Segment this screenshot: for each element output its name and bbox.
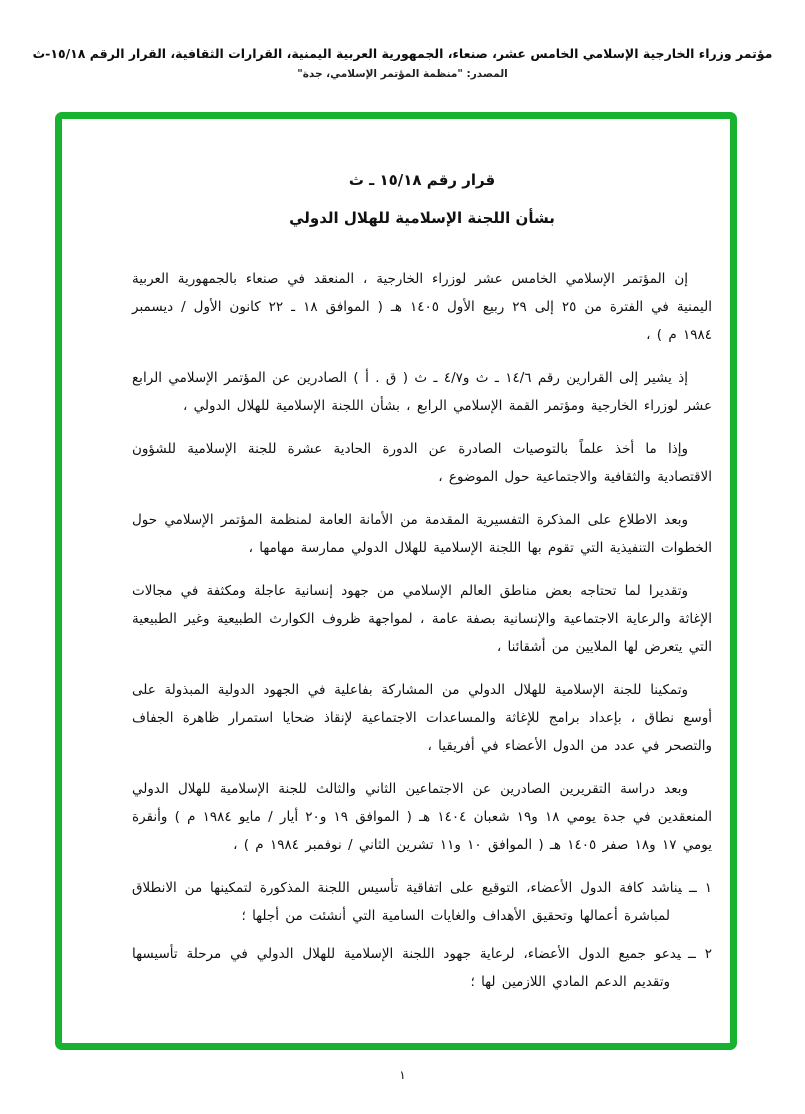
resolution-number-title: قرار رقم ١٥/١٨ ـ ث [348, 171, 496, 189]
item-1-marker: ١ ــ [688, 880, 713, 896]
operative-item-1 [132, 874, 712, 930]
preamble-paragraph-recalling: إذ يشير إلى القرارين رقم ١٤/٦ ـ ث و٤/٧ ـ ث ( ق . أ ) الصادرين عن المؤتمر الإسلامي الرابع عشر لوزراء الخارجية ومؤتمر القمة الإسلامي الرابع ، بشأن اللجنة الإسلامية للهلال الدولي ، [132, 370, 712, 414]
preamble-paragraph-reports: وبعد دراسة التقريرين الصادرين عن الاجتماعين الثاني والثالث للجنة الإسلامية للهلال الدولي المنعقدين في جدة يومي ١٨ و١٩ شعبان ١٤٠٤ هـ ( الموافق ١٩ و٢٠ أيار / مايو ١٩٨٤ م ) وأنقرة يومي ١٧ و١٨ صفر ١٤٠٥ هـ ( الموافق ١٠ و١١ تشرين الثاني / نوفمبر ١٩٨٤ م ) ، [132, 781, 712, 853]
page-number: ١ [399, 1068, 406, 1082]
item-2-marker: ٢ ــ [687, 946, 713, 962]
operative-item-2 [132, 940, 712, 996]
preamble-paragraph-noting: وإذا ما أخذ علماً بالتوصيات الصادرة عن الدورة الحادية عشرة للجنة الإسلامية للشؤون الاقتصادية والثقافية والاجتماعية حول الموضوع ، [132, 441, 712, 485]
preamble-paragraph-enabling: وتمكينا للجنة الإسلامية للهلال الدولي من المشاركة بفاعلية في الجهود الدولية المبذولة على أوسع نطاق ، بإعداد برامج للإغاثة والمساعدات الاجتماعية لإنقاذ ضحايا استمرار ظاهرة الجفاف والتصحر في عدد من الدول الأعضاء في أفريقيا ، [132, 682, 712, 754]
document-green-frame [55, 112, 737, 1050]
preamble-paragraph-session: إن المؤتمر الإسلامي الخامس عشر لوزراء الخارجية ، المنعقد في صنعاء بالجمهورية العربية اليمنية في الفترة من ٢٥ إلى ٢٩ ربيع الأول ١٤٠٥ هـ ( الموافق ١٨ ـ ٢٢ كانون الأول / ديسمبر ١٩٨٤ م ) ، [132, 271, 712, 343]
item-1-text: يناشد كافة الدول الأعضاء، التوقيع على اتفاقية تأسيس اللجنة المذكورة لتمكينها من الانطلاق لمباشرة أعمالها وتحقيق الأهداف والغايات السامية التي أنشئت من أجلها ؛ [132, 880, 682, 924]
item-2-text: يدعو جميع الدول الأعضاء، لرعاية جهود اللجنة الإسلامية للهلال الدولي في مرحلة تأسيسها وتقديم الدعم المادي اللازمين لها ؛ [132, 946, 681, 990]
source-line: المصدر: "منظمة المؤتمر الإسلامي، جدة" [297, 68, 508, 80]
scan-header [0, 46, 805, 80]
resolution-document [62, 119, 730, 1043]
resolution-subject-title: بشأن اللجنة الإسلامية للهلال الدولي [289, 209, 555, 227]
conference-header-line: مؤتمر وزراء الخارجية الإسلامي الخامس عشر، صنعاء، الجمهورية العربية اليمنية، القرارات الثقافية، القرار الرقم ١٥/١٨-ث [32, 46, 773, 61]
preamble-paragraph-appreciation: وتقديرا لما تحتاجه بعض مناطق العالم الإسلامي من جهود إنسانية عاجلة ومكثفة في مجالات الإغاثة والرعاية الاجتماعية والإنسانية بصفة عامة ، لمواجهة ظروف الكوارث الطبيعية وغير الطبيعية التي يتعرض لها الملايين من أشقائنا ، [132, 583, 712, 655]
preamble-paragraph-memorandum: وبعد الاطلاع على المذكرة التفسيرية المقدمة من الأمانة العامة لمنظمة المؤتمر الإسلامي حول الخطوات التنفيذية التي تقوم بها اللجنة الإسلامية للهلال الدولي ممارسة مهامها ، [132, 512, 712, 556]
